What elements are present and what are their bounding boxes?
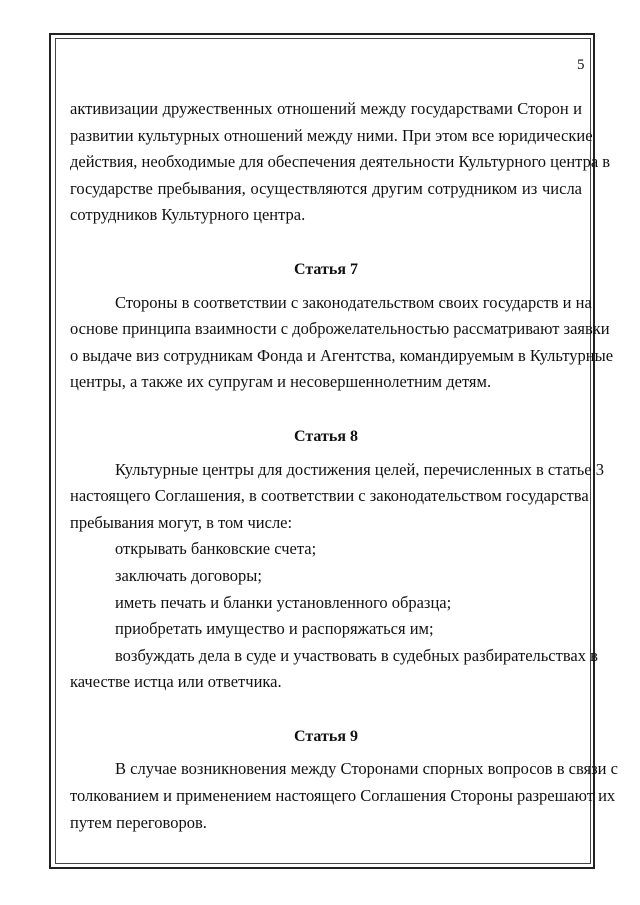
article-8-list <box>70 536 582 642</box>
text-line: качестве истца или ответчика. <box>70 672 282 692</box>
list-item: приобретать имущество и распоряжаться им; <box>115 619 434 639</box>
article-8-paragraph <box>70 457 604 537</box>
document-body <box>70 96 618 836</box>
text-line: государстве пребывания, осуществляются другим сотрудником из числа <box>70 178 582 198</box>
text-line: активизации дружественных отношений между государствами Сторон и <box>70 99 582 118</box>
text-line: толкованием и применением настоящего Соглашения Стороны разрешают их <box>70 786 616 806</box>
article-9-heading: Статья 9 <box>294 727 358 745</box>
text-line: основе принципа взаимности с доброжелательностью рассматривают заявки <box>70 319 610 339</box>
text-line: пребывания могут, в том числе: <box>70 512 293 532</box>
article-8-heading: Статья 8 <box>294 427 358 445</box>
text-line: Стороны в соответствии с законодательством своих государств и на <box>115 292 592 312</box>
text-line: сотрудников Культурного центра. <box>70 205 306 225</box>
text-line: возбуждать дела в суде и участвовать в судебных разбирательствах в <box>115 645 598 665</box>
text-line: В случае возникновения между Сторонами спорных вопросов в связи с <box>115 759 618 779</box>
text-line: развитии культурных отношений между ними. При этом все юридические <box>70 125 593 145</box>
list-item: иметь печать и бланки установленного образца; <box>115 592 452 612</box>
text-line: о выдаче виз сотрудникам Фонда и Агентства, командируемым в Культурные <box>70 345 614 365</box>
text-line: центры, а также их супругам и несовершеннолетним детям. <box>70 372 492 392</box>
article-7-paragraph <box>70 290 614 396</box>
text-line: Культурные центры для достижения целей, перечисленных в статье 3 <box>115 459 604 479</box>
text-line: путем переговоров. <box>70 812 207 832</box>
text-line: действия, необходимые для обеспечения деятельности Культурного центра в <box>70 152 611 172</box>
page-number: 5 <box>577 57 585 73</box>
text-line: настоящего Соглашения, в соответствии с законодательством государства <box>70 486 589 506</box>
opening-paragraph <box>70 96 611 229</box>
article-9-paragraph <box>70 756 618 836</box>
list-item: заключать договоры; <box>115 565 262 585</box>
article-7-heading: Статья 7 <box>294 260 358 278</box>
list-item: открывать банковские счета; <box>115 539 317 559</box>
article-8-last-item <box>70 643 598 696</box>
